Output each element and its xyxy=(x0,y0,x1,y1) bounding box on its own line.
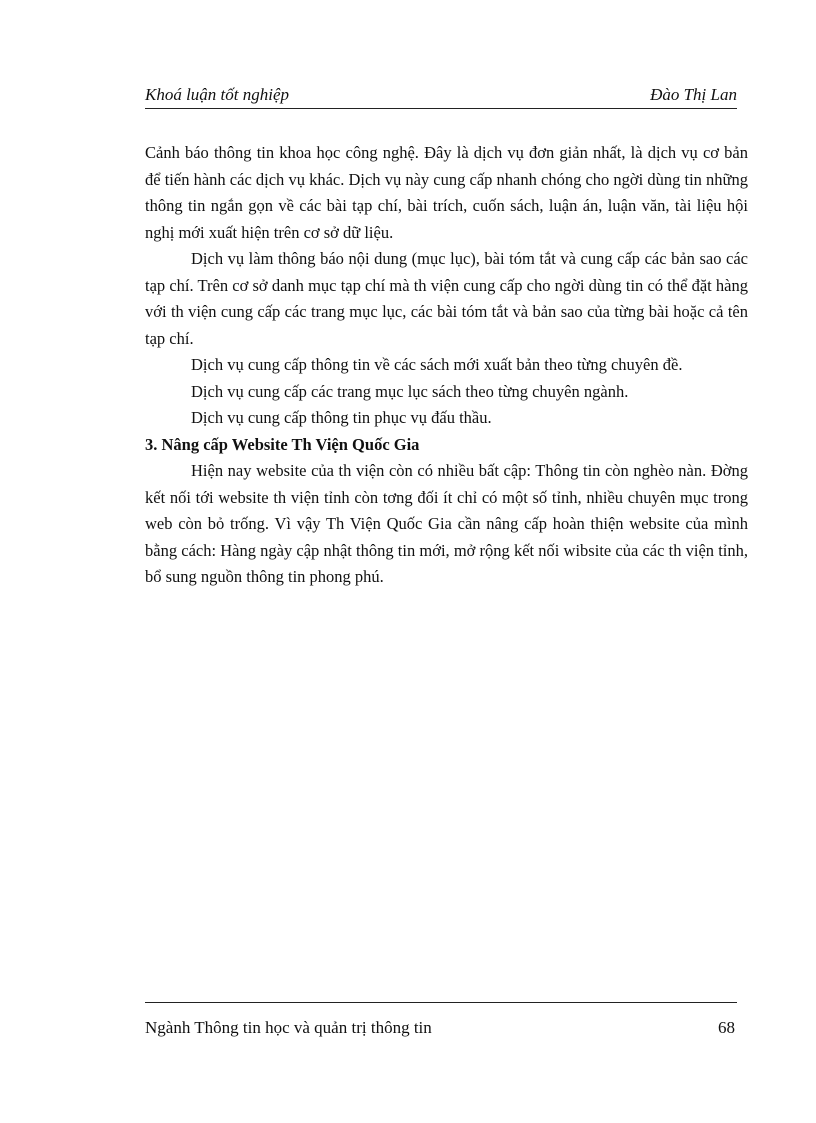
header-author-name: Đào Thị Lan xyxy=(650,85,737,104)
paragraph-contents-service: Dịch vụ làm thông báo nội dung (mục lục), bài tóm tắt và cung cấp các bản sao các tạp chí. Trên cơ sở danh mục tạp chí mà th viện cung cấp cho ngời dùng tin có thể đặt hàng với th viện cung cấp các trang mục lục, các bài tóm tắt và bản sao của từng bài hoặc cả tên tạp chí. xyxy=(145,249,748,348)
footer-divider xyxy=(145,1002,737,1003)
paragraph-alert-service: Cảnh báo thông tin khoa học công nghệ. Đây là dịch vụ đơn giản nhất, là dịch vụ cơ bản để tiến hành các dịch vụ khác. Dịch vụ này cung cấp nhanh chóng cho ngời dùng tin những thông tin ngắn gọn về các bài tạp chí, bài trích, cuốn sách, luận án, luận văn, tài liệu hội nghị mới xuất hiện trên cơ sở dữ liệu. xyxy=(145,143,748,242)
page-footer xyxy=(145,1016,737,1042)
page-number: 68 xyxy=(718,1018,735,1037)
paragraph-book-contents-service: Dịch vụ cung cấp các trang mục lục sách theo từng chuyên ngành. xyxy=(191,381,629,401)
body-text xyxy=(145,140,748,591)
paragraph-bidding-service: Dịch vụ cung cấp thông tin phục vụ đấu thầu. xyxy=(191,408,492,427)
header-thesis-label: Khoá luận tốt nghiệp xyxy=(145,85,290,104)
page-header xyxy=(145,84,737,109)
paragraph-new-books-service: Dịch vụ cung cấp thông tin về các sách mới xuất bản theo từng chuyên đề. xyxy=(191,355,683,374)
section-heading: 3. Nâng cấp Website Th Viện Quốc Gia xyxy=(145,434,420,454)
footer-department: Ngành Thông tin học và quản trị thông tin xyxy=(145,1018,432,1037)
paragraph-website-upgrade: Hiện nay website của th viện còn có nhiều bất cập: Thông tin còn nghèo nàn. Đờng kết nối tới website th viện tỉnh còn tơng đối ít chỉ có một số tỉnh, nhiều chuyên mục trong web còn bỏ trống. Vì vậy Th Viện Quốc Gia cần nâng cấp hoàn thiện website của mình bằng cách: Hàng ngày cập nhật thông tin mới, mở rộng kết nối wibsite của các th viện tỉnh, bổ sung nguồn thông tin phong phú. xyxy=(145,461,748,586)
